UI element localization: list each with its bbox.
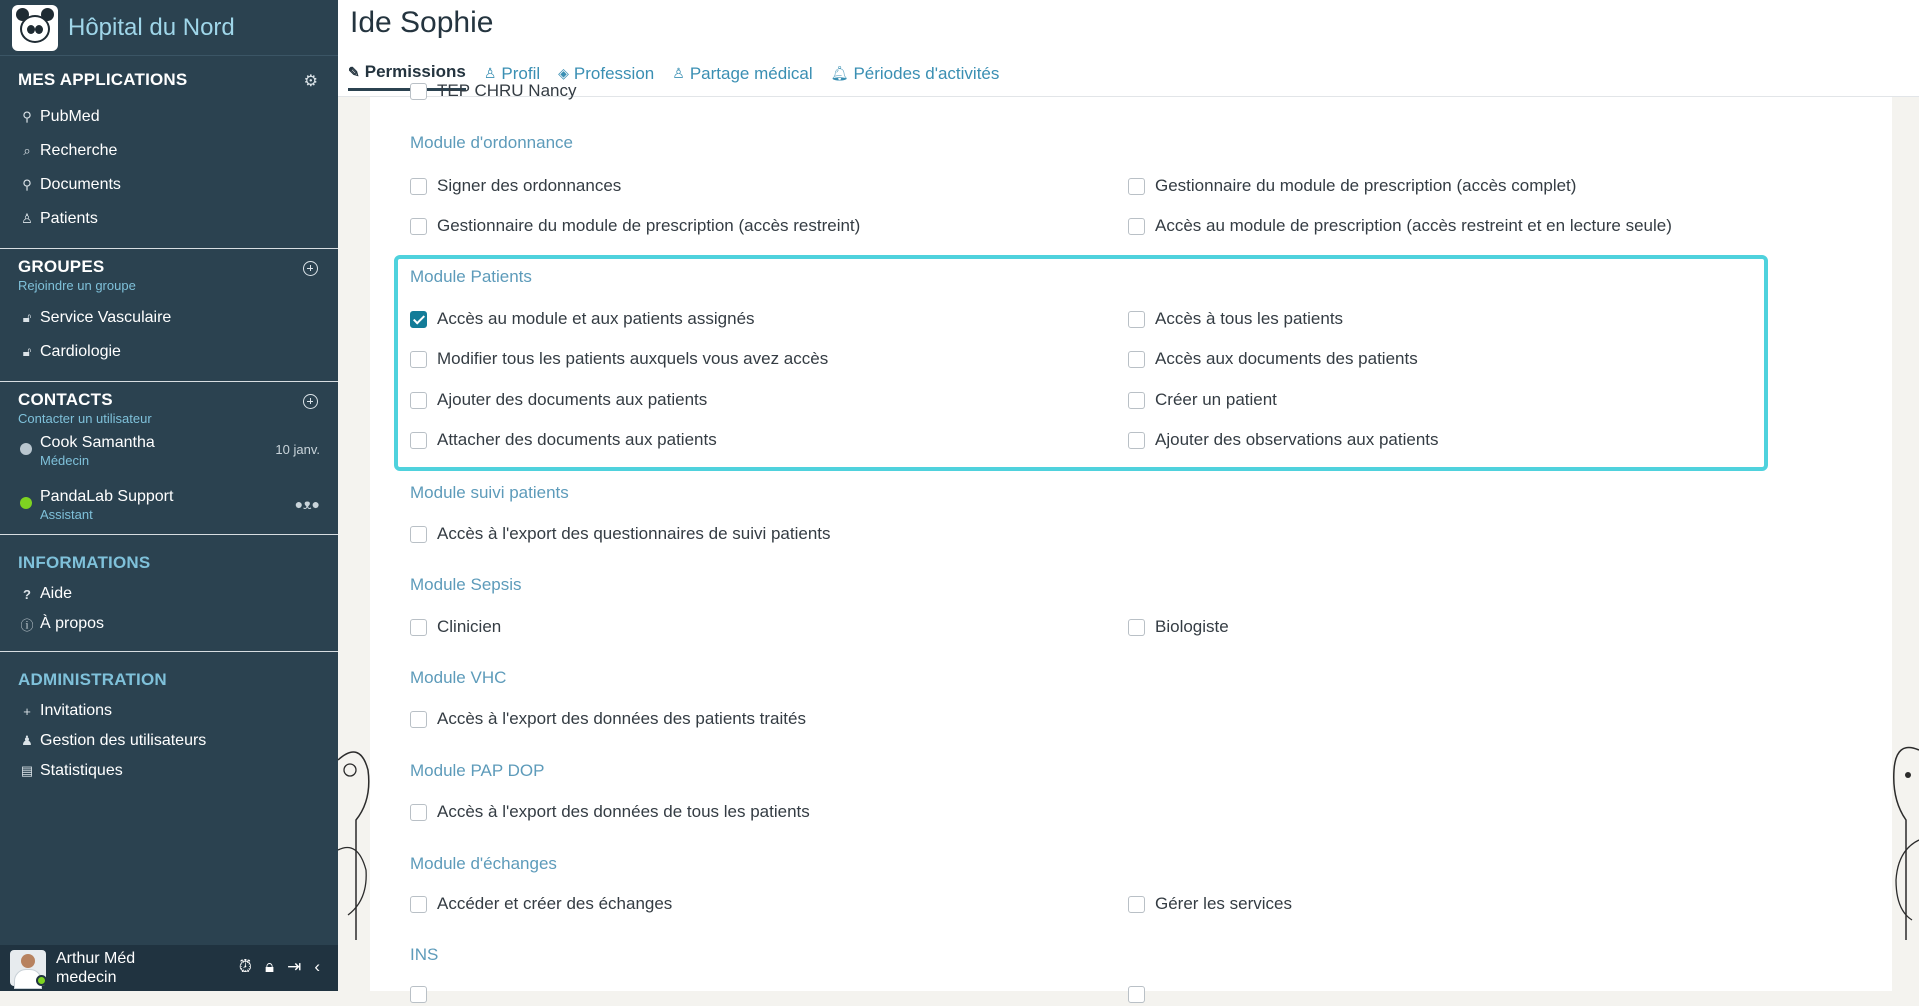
contact-cook-samantha[interactable]: Cook Samantha Médecin 10 janv. (0, 426, 338, 480)
module-title-suivi: Module suivi patients (410, 483, 569, 502)
section-title: ADMINISTRATION (18, 670, 167, 689)
permission-acces-tous-patients[interactable]: Accès à tous les patients (1128, 307, 1343, 331)
sidebar-item-statistiques[interactable]: ▤ Statistiques (20, 762, 123, 779)
status-dot (20, 443, 32, 455)
panda-icon: ●ᴥ● (294, 496, 320, 512)
tab-permissions[interactable]: ✎ Permissions (348, 62, 466, 91)
question-icon: ? (23, 586, 31, 602)
section-contacts (0, 382, 338, 535)
stats-icon: ▤ (20, 763, 34, 778)
permission-ajouter-observations[interactable]: Ajouter des observations aux patients (1128, 428, 1439, 452)
permission-signer-ordonnances[interactable]: Signer des ordonnances (410, 174, 621, 198)
search-icon: ⌕ (23, 143, 31, 158)
gear-icon[interactable]: ⚙ (303, 73, 318, 90)
permission-creer-echanges[interactable]: Accéder et créer des échanges (410, 892, 672, 916)
collapse-chevron-icon[interactable]: ‹ (314, 957, 320, 976)
sidebar-item-pubmed[interactable]: ⚲ PubMed (0, 100, 338, 134)
checked-checkbox[interactable] (410, 311, 427, 328)
sidebar-item-documents[interactable]: ⚲ Documents (0, 168, 338, 202)
sidebar-item-service-vasculaire[interactable]: 🔓︎ Service Vasculaire (0, 301, 338, 335)
lock-icon: 🔓︎ (22, 344, 32, 359)
permission-gestionnaire-complet[interactable]: Gestionnaire du module de prescription (accès complet) (1128, 174, 1576, 198)
permission-checkbox[interactable] (410, 982, 437, 1006)
pubmed-icon: ⚲ (22, 109, 32, 124)
badge-icon: ◈ (558, 65, 569, 81)
section-title: CONTACTS (18, 390, 113, 409)
permission-export-patients-traites[interactable]: Accès à l'export des données des patients traités (410, 707, 806, 731)
join-group-link[interactable]: Rejoindre un groupe (18, 278, 136, 293)
permissions-panel (370, 81, 1892, 991)
sidebar (0, 0, 338, 991)
permission-checkbox[interactable] (1128, 982, 1155, 1006)
current-user: Arthur Méd medecin (56, 950, 136, 986)
user-icon: ♙ (483, 65, 497, 81)
sidebar-item-aide[interactable]: ? Aide (0, 579, 338, 609)
module-title-ins: INS (410, 945, 439, 964)
user-edit-icon: ✎ (348, 63, 360, 80)
tab-profil[interactable]: ♙ Profil (483, 63, 541, 83)
permission-export-questionnaires[interactable]: Accès à l'export des questionnaires de suivi patients (410, 522, 831, 546)
paperclip-icon: ⚲ (22, 177, 32, 192)
lock-icon[interactable]: 🔒︎ (265, 957, 275, 976)
page-title: Ide Sophie (350, 6, 494, 39)
section-title: MES APPLICATIONS (18, 70, 188, 89)
lock-icon: 🔓︎ (22, 310, 32, 325)
sidebar-item-patients[interactable]: ♙ Patients (21, 210, 98, 227)
brand[interactable] (0, 0, 338, 56)
section-groups (0, 249, 338, 382)
sidebar-item-cardiologie[interactable]: 🔓︎ Cardiologie (0, 335, 338, 369)
permission-gerer-services[interactable]: Gérer les services (1128, 892, 1292, 916)
info-icon: ⓘ (20, 617, 34, 633)
module-title-ordonnance: Module d'ordonnance (410, 133, 573, 152)
add-contact-icon[interactable] (303, 394, 318, 409)
permission-ajouter-documents[interactable]: Ajouter des documents aux patients (410, 388, 707, 412)
tab-profession[interactable]: ◈ Profession (558, 63, 655, 83)
section-applications (0, 56, 338, 249)
alarm-icon[interactable]: ⏰︎ (238, 957, 253, 976)
logout-icon[interactable]: ⇥ (287, 957, 302, 976)
permission-acces-lecture-seule[interactable]: Accès au module de prescription (accès restreint et en lecture seule) (1128, 214, 1672, 238)
permission-biologiste[interactable]: Biologiste (1128, 615, 1229, 639)
section-title: GROUPES (18, 257, 105, 276)
permission-checkbox[interactable]: TEP CHRU Nancy (410, 79, 577, 103)
bell-icon: 🔔︎ (830, 65, 849, 81)
module-title-papdop: Module PAP DOP (410, 761, 545, 780)
online-status-dot (36, 975, 47, 986)
permission-export-tous-patients[interactable]: Accès à l'export des données de tous les patients (410, 800, 810, 824)
permission-attacher-documents[interactable]: Attacher des documents aux patients (410, 428, 717, 452)
users-icon: ♟ (21, 733, 33, 748)
contact-user-link[interactable]: Contacter un utilisateur (18, 411, 152, 426)
sidebar-item-gestion-utilisateurs[interactable]: ♟ Gestion des utilisateurs (21, 732, 207, 749)
contact-pandalab-support[interactable]: PandaLab Support Assistant ●ᴥ● (0, 480, 338, 534)
plus-icon: + (23, 703, 31, 719)
status-dot (20, 497, 32, 509)
user-bar (0, 945, 338, 991)
bear-illustration (1892, 740, 1919, 940)
section-title: INFORMATIONS (18, 553, 151, 572)
section-informations (0, 535, 338, 652)
section-administration (0, 652, 338, 798)
tab-periodes-activites[interactable]: 🔔︎ Périodes d'activités (830, 63, 1000, 83)
module-title-patients: Module Patients (410, 267, 532, 286)
tab-partage-medical[interactable]: ♙ Partage médical (672, 63, 813, 83)
sidebar-item-a-propos[interactable]: ⓘ À propos (20, 615, 105, 633)
user-icon: ♙ (21, 211, 33, 226)
app-name: Hôpital du Nord (68, 13, 235, 41)
module-title-echanges: Module d'échanges (410, 854, 557, 873)
share-users-icon: ♙ (672, 65, 685, 81)
contact-date: 10 janv. (275, 442, 320, 457)
bear-illustration (338, 740, 370, 940)
permission-acces-documents[interactable]: Accès aux documents des patients (1128, 347, 1418, 371)
permission-clinicien[interactable]: Clinicien (410, 615, 501, 639)
module-title-vhc: Module VHC (410, 668, 507, 687)
sidebar-item-invitations[interactable]: + Invitations (0, 696, 338, 726)
sidebar-item-recherche[interactable]: ⌕ Recherche (0, 134, 338, 168)
permission-modifier-patients[interactable]: Modifier tous les patients auxquels vous avez accès (410, 347, 828, 371)
add-group-icon[interactable] (303, 261, 318, 276)
module-title-sepsis: Module Sepsis (410, 575, 522, 594)
permission-acces-patients-assignes[interactable]: Accès au module et aux patients assignés (410, 307, 755, 331)
panda-logo-icon (12, 5, 58, 51)
permission-gestionnaire-restreint[interactable]: Gestionnaire du module de prescription (accès restreint) (410, 214, 860, 238)
permission-creer-patient[interactable]: Créer un patient (1128, 388, 1277, 412)
